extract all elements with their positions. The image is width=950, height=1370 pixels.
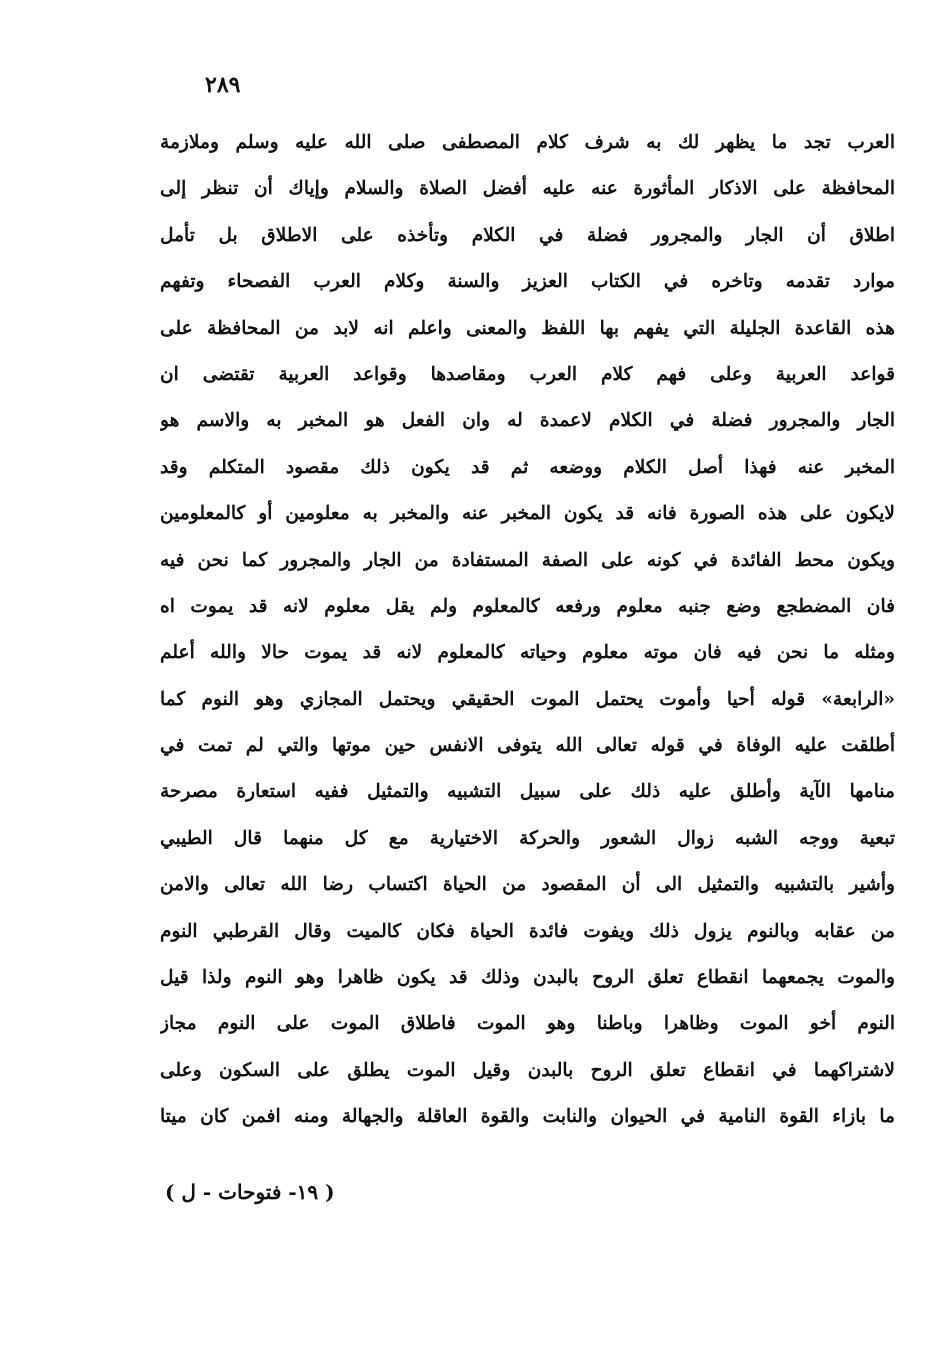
text-line: من عقابه وبالنوم يزول ذلك ويفوت فائدة الحياة فكان كالميت وقال القرطبي النوم (160, 920, 895, 942)
text-line: لايكون على هذه الصورة فانه قد يكون المخبر عنه والمخبر به معلومين أو كالمعلومين (160, 503, 895, 525)
text-line: منامها الآية وأطلق عليه ذلك على سبيل التشبيه والتمثيل ففيه استعارة مصرحة (160, 781, 895, 803)
text-line: «الرابعة» قوله أحيا وأموت يحتمل الموت الحقيقي ويحتمل المجازي وهو النوم كما (160, 688, 895, 710)
text-line: اطلاق أن الجار والمجرور فضلة في الكلام وتأخذه على الاطلاق بل تأمل (160, 224, 895, 246)
text-line: المخبر عنه فهذا أصل الكلام ووضعه ثم قد يكون ذلك مقصود المتكلم وقد (160, 456, 895, 478)
text-line: قواعد العربية وعلى فهم كلام العرب ومقاصدها وقواعد العربية تقتضى ان (160, 363, 895, 385)
text-line: المحافظة على الاذكار المأثورة عنه عليه أفضل الصلاة والسلام وإياك أن تنظر إلى (160, 178, 895, 200)
text-line: ما بازاء القوة النامية في الحيوان والنابت والقوة العاقلة والجهالة ومنه افمن كان ميتا (160, 1106, 895, 1128)
text-line: والموت يجمعهما انقطاع تعلق الروح بالبدن وذلك قد يكون ظاهرا وهو النوم ولذا قيل (160, 967, 895, 989)
signature-reference: ( ١٩- فتوحات - ل ) (165, 1180, 335, 1204)
text-line: هذه القاعدة الجليلة التي يفهم بها اللفظ والمعنى واعلم انه لابد من المحافظة على (160, 317, 895, 339)
text-line: وأشير بالتشبيه والتمثيل الى أن المقصود من الحياة اكتساب رضا الله تعالى والامن (160, 874, 895, 896)
text-line: الجار والمجرور فضلة في الكلام لاعمدة له وان الفعل هو المخبر به والاسم هو (160, 410, 895, 432)
text-line: ومثله ما نحن فيه فان موته معلوم وحياته كالمعلوم لانه قد يموت حالا والله أعلم (160, 642, 895, 664)
text-line: ويكون محط الفائدة في كونه على الصفة المستفادة من الجار والمجرور كما نحن فيه (160, 549, 895, 571)
page-number: ٢٨٩ (205, 72, 241, 98)
text-line: النوم أخو الموت وظاهرا وباطنا وهو الموت فاطلاق الموت على النوم مجاز (160, 1013, 895, 1035)
text-line: تبعية ووجه الشبه زوال الشعور والحركة الاختيارية مع كل منهما قال الطيبي (160, 827, 895, 849)
text-line: العرب تجد ما يظهر لك به شرف كلام المصطفى صلى الله عليه وسلم وملازمة (160, 132, 895, 153)
text-line: أطلقت عليه الوفاة في قوله تعالى الله يتوفى الانفس حين موتها والتي لم تمت في (160, 735, 895, 757)
body-text (160, 120, 895, 1141)
text-line: فان المضطجع وضع جنبه معلوم ورفعه كالمعلوم ولم يقل معلوم لانه قد يموت اه (160, 595, 895, 617)
text-line: لاشتراكهما في انقطاع تعلق الروح بالبدن وقيل الموت يطلق على السكون وعلى (160, 1059, 895, 1081)
text-line: موارد تقدمه وتاخره في الكتاب العزيز والسنة وكلام العرب الفصحاء وتفهم (160, 271, 895, 293)
